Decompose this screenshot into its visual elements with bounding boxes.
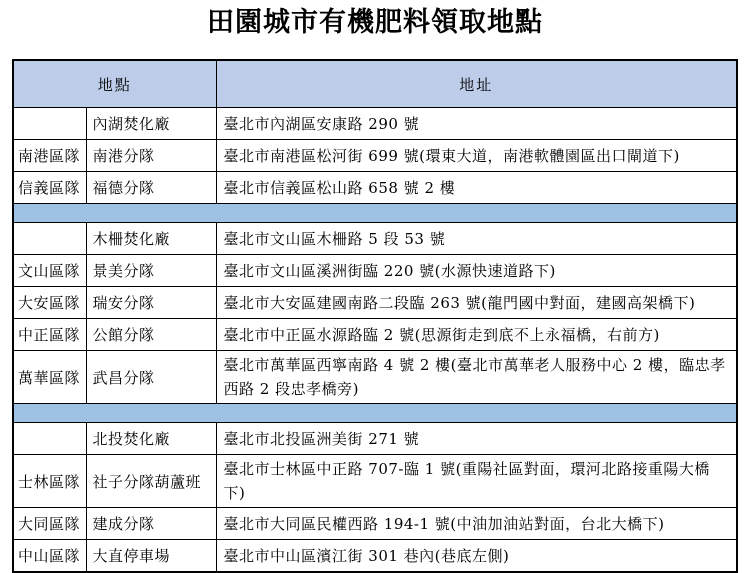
branch-cell: 公館分隊: [86, 319, 216, 351]
table-row: [13, 508, 737, 540]
table-row: [13, 455, 737, 508]
pickup-locations-table: [12, 59, 738, 573]
group-separator-row: [13, 204, 737, 223]
table-row: [13, 108, 737, 140]
table-row: [13, 319, 737, 351]
branch-cell: 內湖焚化廠: [86, 108, 216, 140]
header-cell-location: 地點: [13, 60, 216, 108]
table-row: [13, 172, 737, 204]
table-body: [13, 108, 737, 573]
team-cell: 文山區隊: [13, 255, 86, 287]
address-cell: 臺北市士林區中正路 707-臨 1 號(重陽社區對面，環河北路接重陽大橋下): [216, 455, 737, 508]
branch-cell: 社子分隊葫蘆班: [86, 455, 216, 508]
header-cell-address: 地址: [216, 60, 737, 108]
branch-cell: 大直停車場: [86, 540, 216, 573]
address-cell: 臺北市萬華區西寧南路 4 號 2 樓(臺北市萬華老人服務中心 2 樓，臨忠孝西路 2 段忠孝橋旁): [216, 351, 737, 404]
group-separator-cell: [13, 404, 737, 423]
table-row: [13, 223, 737, 255]
team-cell: 大安區隊: [13, 287, 86, 319]
team-cell: 大同區隊: [13, 508, 86, 540]
team-cell: 南港區隊: [13, 140, 86, 172]
group-separator-cell: [13, 204, 737, 223]
team-cell: [13, 108, 86, 140]
address-cell: 臺北市文山區木柵路 5 段 53 號: [216, 223, 737, 255]
team-cell: [13, 423, 86, 455]
address-cell: 臺北市內湖區安康路 290 號: [216, 108, 737, 140]
branch-cell: 木柵焚化廠: [86, 223, 216, 255]
team-cell: 信義區隊: [13, 172, 86, 204]
group-separator-row: [13, 404, 737, 423]
table-row: [13, 287, 737, 319]
branch-cell: 南港分隊: [86, 140, 216, 172]
address-cell: 臺北市中山區濱江街 301 巷內(巷底左側): [216, 540, 737, 573]
address-cell: 臺北市南港區松河街 699 號(環東大道，南港軟體園區出口閘道下): [216, 140, 737, 172]
team-cell: 萬華區隊: [13, 351, 86, 404]
team-cell: 士林區隊: [13, 455, 86, 508]
branch-cell: 福德分隊: [86, 172, 216, 204]
team-cell: [13, 223, 86, 255]
branch-cell: 瑞安分隊: [86, 287, 216, 319]
branch-cell: 景美分隊: [86, 255, 216, 287]
address-cell: 臺北市中正區水源路臨 2 號(思源街走到底不上永福橋，右前方): [216, 319, 737, 351]
table-row: [13, 140, 737, 172]
address-cell: 臺北市大安區建國南路二段臨 263 號(龍門國中對面，建國高架橋下): [216, 287, 737, 319]
header-row: [13, 60, 737, 108]
table-row: [13, 423, 737, 455]
table-header: [13, 60, 737, 108]
page-title: 田園城市有機肥料領取地點: [207, 7, 543, 38]
address-cell: 臺北市文山區溪洲街臨 220 號(水源快速道路下): [216, 255, 737, 287]
team-cell: 中山區隊: [13, 540, 86, 573]
address-cell: 臺北市信義區松山路 658 號 2 樓: [216, 172, 737, 204]
table-row: [13, 351, 737, 404]
branch-cell: 建成分隊: [86, 508, 216, 540]
address-cell: 臺北市北投區洲美街 271 號: [216, 423, 737, 455]
table-row: [13, 540, 737, 573]
branch-cell: 武昌分隊: [86, 351, 216, 404]
address-cell: 臺北市大同區民權西路 194-1 號(中油加油站對面，台北大橋下): [216, 508, 737, 540]
branch-cell: 北投焚化廠: [86, 423, 216, 455]
team-cell: 中正區隊: [13, 319, 86, 351]
table-row: [13, 255, 737, 287]
